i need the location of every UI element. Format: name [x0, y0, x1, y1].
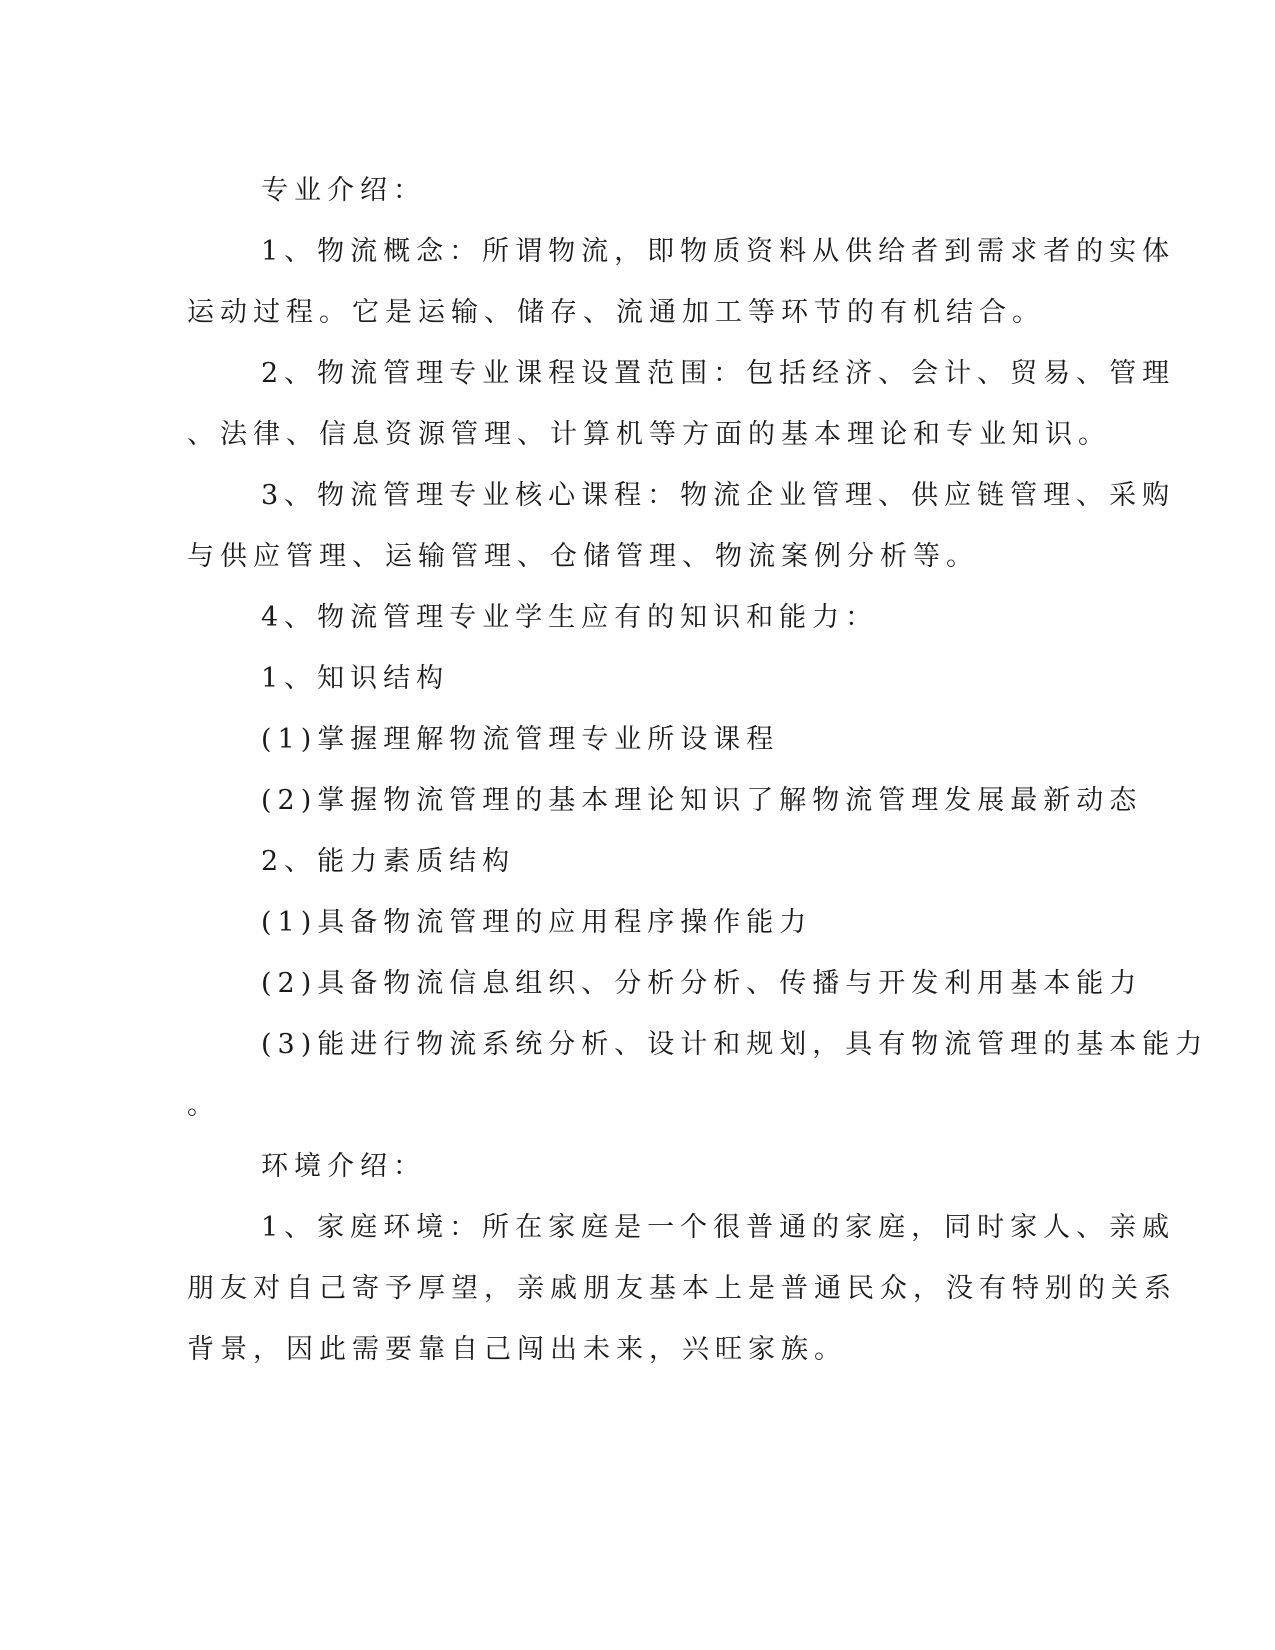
paragraph-line: 1、家庭环境：所在家庭是一个很普通的家庭，同时家人、亲戚: [261, 1212, 1176, 1243]
paragraph-line: 。: [187, 1090, 220, 1121]
paragraph-line: 4、物流管理专业学生应有的知识和能力：: [261, 602, 879, 633]
paragraph-line: 、法律、信息资源管理、计算机等方面的基本理论和专业知识。: [187, 419, 1111, 450]
list-heading-ability: 2、能力素质结构: [261, 846, 516, 877]
paragraph-line: 1、物流概念：所谓物流，即物质资料从供给者到需求者的实体: [261, 236, 1176, 267]
paragraph-line: 背景，因此需要靠自己闯出未来，兴旺家族。: [187, 1334, 847, 1365]
list-item: (1)掌握理解物流管理专业所设课程: [261, 724, 780, 755]
list-heading-knowledge: 1、知识结构: [261, 663, 450, 694]
paragraph-line: 3、物流管理专业核心课程：物流企业管理、供应链管理、采购: [261, 480, 1176, 511]
paragraph-line: 2、物流管理专业课程设置范围：包括经济、会计、贸易、管理: [261, 358, 1176, 389]
list-item: (2)掌握物流管理的基本理论知识了解物流管理发展最新动态: [261, 785, 1143, 816]
paragraph-line: 与供应管理、运输管理、仓储管理、物流案例分析等。: [187, 541, 979, 572]
list-item: (2)具备物流信息组织、分析分析、传播与开发利用基本能力: [261, 968, 1143, 999]
document-body: [187, 160, 1209, 1380]
list-item: (3)能进行物流系统分析、设计和规划，具有物流管理的基本能力: [261, 1029, 1209, 1060]
paragraph-line: 朋友对自己寄予厚望，亲戚朋友基本上是普通民众，没有特别的关系: [187, 1273, 1177, 1304]
section-heading-major-intro: 专业介绍：: [261, 175, 426, 206]
section-heading-environment-intro: 环境介绍：: [261, 1151, 426, 1182]
list-item: (1)具备物流管理的应用程序操作能力: [261, 907, 813, 938]
paragraph-line: 运动过程。它是运输、储存、流通加工等环节的有机结合。: [187, 297, 1045, 328]
